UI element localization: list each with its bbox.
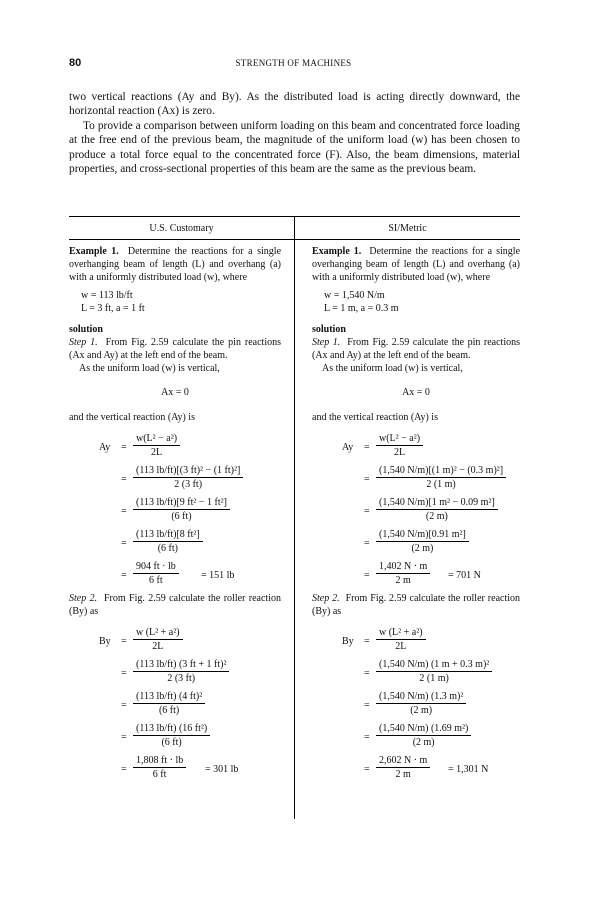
fraction [133,754,186,782]
denominator: 6 ft [149,575,163,586]
denominator: (2 m) [410,705,433,716]
lhs-symbol: Ay [342,442,354,453]
denominator: 2 (3 ft) [167,673,196,684]
denominator: 2 m [395,575,411,586]
equation-line [312,658,520,690]
numerator: (113 lb/ft) (4 ft)² [133,690,205,704]
equals-sign: = [121,506,127,517]
fraction [376,658,492,686]
equation-line [312,496,520,528]
equals-sign: = [364,636,370,647]
si-step1 [312,336,520,362]
us-ax-equation: Ax = 0 [161,387,189,398]
us-by-derivation [69,626,281,786]
numerator: 904 ft · lb [133,560,179,574]
lhs-symbol: Ay [99,442,111,453]
equation-line [312,560,520,592]
denominator: 2 (1 m) [426,479,456,490]
fraction [376,690,466,718]
ay-result: = 151 lb [201,570,235,581]
si-solution-heading: solution [312,324,346,335]
denominator: 2L [150,447,163,458]
us-column-header: U.S. Customary [149,223,214,234]
equation-line [69,464,281,496]
us-step2-text: From Fig. 2.59 calculate the roller reaction (By) as [69,593,281,617]
equation-line [69,754,281,786]
us-given [81,289,281,315]
lhs-symbol: By [99,636,111,647]
denominator: 2L [393,447,406,458]
numerator: (113 lb/ft) (16 ft²) [133,722,210,736]
si-step2-text: From Fig. 2.59 calculate the roller reaction (By) as [312,593,521,617]
si-given-l: L = 1 m, a = 0.3 m [324,303,399,314]
si-column-header: SI/Metric [388,223,427,234]
column-divider [294,217,295,819]
fraction [376,626,426,654]
fraction [133,496,230,524]
us-vertical-text: and the vertical reaction (Ay) is [69,412,195,423]
equation-line [69,528,281,560]
si-step2 [312,592,520,618]
denominator: 6 ft [152,769,167,780]
numerator: (1,540 N/m) (1.69 m²) [376,722,471,736]
us-step1 [69,336,281,362]
denominator: 2L [395,641,407,652]
intro-paragraph-2: To provide a comparison between uniform loading on this beam and concentrated force loading at the free end of the previous beam, the magnitude of the uniform load (w) has been chosen to produce a total force equal to the concentrated force (F). Also, the beam dimensions, material properties, and cross-sectional properties of this beam are the same as the previous beam. [69,119,520,176]
equation-line [69,658,281,690]
equation-line [312,626,520,658]
si-example-text: Determine the reactions for a single overhanging beam of length (L) and overhang (a) with a uniformly distributed load (w), where [312,246,521,283]
equals-sign: = [121,764,127,775]
equation-line [69,626,281,658]
ay-result: = 701 N [448,570,481,581]
equals-sign: = [121,474,127,485]
equation-line [69,690,281,722]
si-ay-derivation [312,432,520,592]
si-by-derivation [312,626,520,786]
equals-sign: = [364,506,370,517]
denominator: 2 (1 m) [419,673,449,684]
numerator: (1,540 N/m)[(1 m)² − (0.3 m)²] [376,464,506,478]
by-result: = 301 lb [205,764,239,775]
si-step2-label: Step 2. [312,593,340,604]
fraction [133,464,243,492]
fraction [133,626,183,654]
equals-sign: = [121,700,127,711]
equals-sign: = [364,700,370,711]
us-uniform-note: As the uniform load (w) is vertical, [79,363,220,374]
fraction [133,690,205,718]
us-example [69,245,281,284]
us-example-label: Example 1. [69,246,119,257]
intro-text [69,90,520,176]
fraction [376,528,469,556]
equation-line [312,432,520,464]
equals-sign: = [364,570,370,581]
numerator: 2,602 N · m [376,754,430,768]
denominator: 2 (3 ft) [174,479,203,490]
si-example [312,245,520,284]
denominator: 2L [152,641,164,652]
us-given-w: w = 113 lb/ft [81,290,133,301]
us-example-text: Determine the reactions for a single overhanging beam of length (L) and overhang (a) with a uniformly distributed load (w), where [69,246,282,283]
si-step1-label: Step 1. [312,337,341,348]
us-step1-label: Step 1. [69,337,98,348]
numerator: (1,540 N/m)[1 m² − 0.09 m²] [376,496,498,510]
page-header [69,57,518,73]
equation-line [69,722,281,754]
si-given [324,289,520,315]
numerator: 1,402 N · m [376,560,430,574]
lhs-symbol: By [342,636,354,647]
fraction [133,722,210,750]
si-column [312,245,520,786]
numerator: w(L² − a²) [133,432,180,446]
fraction [133,528,203,556]
fraction [376,464,506,492]
equation-line [312,464,520,496]
equals-sign: = [121,732,127,743]
equals-sign: = [121,636,127,647]
equation-line [312,722,520,754]
denominator: (6 ft) [171,511,192,522]
us-step1-text: From Fig. 2.59 calculate the pin reactions (Ax and Ay) at the left end of the beam. [69,337,281,361]
numerator: w(L² − a²) [376,432,423,446]
numerator: (1,540 N/m) (1.3 m)² [376,690,466,704]
us-given-l: L = 3 ft, a = 1 ft [81,303,145,314]
equals-sign: = [121,538,127,549]
fraction [133,560,179,588]
equation-line [312,690,520,722]
numerator: w (L² + a²) [376,626,426,640]
numerator: (1,540 N/m)[0.91 m²] [376,528,469,542]
numerator: (113 lb/ft)[8 ft²] [133,528,203,542]
numerator: (113 lb/ft)[9 ft² − 1 ft²] [133,496,230,510]
fraction [376,754,430,782]
denominator: 2 m [395,769,411,780]
numerator: (113 lb/ft) (3 ft + 1 ft)² [133,658,229,672]
fraction [133,658,229,686]
equals-sign: = [364,764,370,775]
equation-line [69,496,281,528]
us-ay-derivation [69,432,281,592]
equals-sign: = [364,732,370,743]
si-step1-text: From Fig. 2.59 calculate the pin reactions (Ax and Ay) at the left end of the beam. [312,337,520,361]
denominator: (6 ft) [161,737,182,748]
intro-paragraph-1: two vertical reactions (Ay and By). As the distributed load is acting directly downward, the horizontal reaction (Ax) is zero. [69,91,520,118]
by-result: = 1,301 N [448,764,489,775]
equation-line [69,432,281,464]
denominator: (6 ft) [158,705,180,716]
denominator: (2 m) [425,511,448,522]
equals-sign: = [364,474,370,485]
numerator: (1,540 N/m) (1 m + 0.3 m)² [376,658,492,672]
si-given-w: w = 1,540 N/m [324,290,385,301]
equals-sign: = [364,668,370,679]
running-head: STRENGTH OF MACHINES [235,58,352,68]
us-step2 [69,592,281,618]
equation-line [312,528,520,560]
fraction [376,722,471,750]
equation-line [69,560,281,592]
example-table [69,216,520,819]
si-example-label: Example 1. [312,246,362,257]
equals-sign: = [364,538,370,549]
equals-sign: = [121,570,127,581]
fraction [376,496,498,524]
equals-sign: = [364,442,370,453]
us-solution-heading: solution [69,324,103,335]
fraction [376,432,423,460]
equation-line [312,754,520,786]
si-uniform-note: As the uniform load (w) is vertical, [322,363,463,374]
fraction [376,560,430,588]
equals-sign: = [121,668,127,679]
numerator: 1,808 ft · lb [133,754,186,768]
denominator: (2 m) [411,543,434,554]
page-number: 80 [69,57,82,69]
numerator: w (L² + a²) [133,626,183,640]
numerator: (113 lb/ft)[(3 ft)² − (1 ft)²] [133,464,243,478]
si-vertical-text: and the vertical reaction (Ay) is [312,412,438,423]
fraction [133,432,180,460]
us-step2-label: Step 2. [69,593,98,604]
denominator: (2 m) [412,737,435,748]
denominator: (6 ft) [157,543,178,554]
si-ax-equation: Ax = 0 [402,387,430,398]
us-column [69,245,281,786]
equals-sign: = [121,442,127,453]
